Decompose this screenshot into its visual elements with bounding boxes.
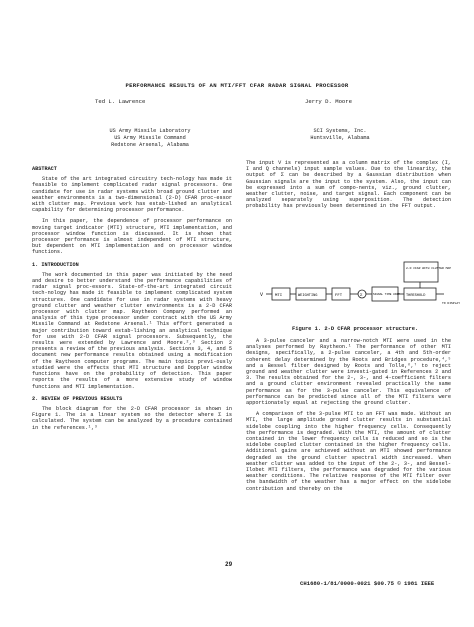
clutter-map-label: 2-D CFAR WITH CLUTTER MAP — [406, 267, 452, 270]
body-paragraph: A 3-pulse canceler and a narrow-notch MTI were used in the analyses performed by Raytheon.¹ The performance of other MTI designs, specifically, a 2-pulse canceler, a 4th and 5th-order coherent delay determined by the Roots and Bridges procedure,⁴,⁵ and a Bessel filter designed by Roots and Tolle,⁶,⁷ to reject ground and weather clutter were investi-gated in References 2 and 3. The results obtained for the 2-, 3-, and 4-coefficient filters and a ground clutter environment revealed practically the same performance as for the 3-pulse canceler. This equivalence of performance can be predicted since all of the MTI filters were apportionately equal at rejecting the ground clutter. — [246, 338, 451, 407]
figure-caption: Figure 1. 2-D CFAR processor structure. — [292, 326, 419, 332]
author-name: Ted L. Lawrence — [95, 98, 146, 105]
affiliation-line: Huntsville, Alabama — [310, 135, 370, 141]
paper-title: PERFORMANCE RESULTS OF AN MTI/FFT CFAR RADAR SIGNAL PROCESSOR — [125, 82, 349, 89]
diagram-block-label: WEIGHTING — [298, 294, 318, 298]
diagram-input-label: V — [260, 292, 264, 298]
author-affiliation — [70, 128, 230, 149]
diagram-output-label: TO DISPLAY — [442, 302, 461, 305]
right-column-lower — [246, 338, 451, 497]
affiliation-line: SCI Systems, Inc. — [313, 128, 367, 134]
body-paragraph: The input V is represented as a column matrix of the complex (I, I and Q channels) input sample values. Due to the linearity, the output of Σ can be described by a Gaussian distribution when Gaussian signals are the input to the system. Also, the input can be expressed into a sum of compo-nents, viz., ground clutter, weather clutter, noise, and target signal. Each component can be analyzed separately using superposition. The detection probability has previously been determined in the FFT output. — [246, 160, 451, 210]
diagram-block-label: FFT — [335, 294, 343, 298]
diagram-sum-label: Σ — [360, 294, 363, 298]
left-column — [32, 160, 232, 436]
affiliation-line: US Army Missile Command — [114, 135, 186, 141]
clutter-map-block — [404, 262, 438, 282]
section-heading: 1. INTRODUCTION — [32, 261, 79, 268]
block-diagram — [258, 258, 461, 318]
copyright-code: CH1680-1/81/0000-0021 $00.75 © 1981 IEEE — [300, 580, 435, 587]
diagram-block-label: MTI — [275, 294, 283, 298]
right-column — [246, 160, 451, 215]
section-heading: 2. REVIEW OF PREVIOUS RESULTS — [32, 395, 123, 402]
body-paragraph: The block diagram for the 2-D CFAR processor is shown in Figure 1. The is a linear system so the detector where Σ is calculated. The system can be analyzed by a procedure contained in the references.¹,³ — [32, 405, 232, 431]
affiliation-line: Redstone Arsenal, Alabama — [111, 142, 189, 148]
section-heading: ABSTRACT — [32, 166, 57, 172]
author-affiliation — [270, 128, 410, 142]
diagram-block-label: SIGNAL TIME UNIT — [373, 293, 400, 296]
affiliation-line: US Army Missile Laboratory — [109, 128, 191, 134]
body-paragraph: The work documented in this paper was initiated by the need and desire to better understand the performance capabilities of radar signal proc-essors. State-of-the-art integrated circuit tech-nology has made it feasible to implement complicated system structures. One candidate for use in radar systems with heavy ground clutter and weather clutter environments is a 2-D CFAR processor with clutter map. Raytheon Company performed an analysis of this type processor under contract with the US Army Missile Command at Redstone Arsenal.¹ This effort generated a major contribution toward estab-lishing an analytical technique for use with 2-D CFAR signal processors. Subsequently, the results were extended by Lawrence and Moore.²,³ Section 2 presents a review of the previous analysis. Sections 3, 4, and 5 document new performance results obtained using a modification of the Raytheon computer programs. The main topics previ-ously studied were the effects that MTI structure and Doppler window functions have on the probability of detection. This paper reports the results of a more extensive study of window functions and MTI implementation. — [32, 271, 232, 390]
page-number: 29 — [225, 561, 233, 568]
author-name: Jerry D. Moore — [305, 98, 352, 105]
abstract-paragraph: In this paper, the dependence of processor performance on moving target indicator (MTI) structure, MTI implementation, and processor window function is discussed. It is shown that processor performance is almost independent of MTI structure, but dependent on MTI implementation and on processor window functions. — [32, 218, 232, 256]
abstract-paragraph: State of the art integrated circuitry tech-nology has made it feasible to implement complicated radar signal processors. One candidate for use in radar systems with broad ground clutter and weather environments is a two-dimensional (2-D) CFAR proc-essor with clutter map. Previous work has estab-lished an analytical capability for determining processor performance. — [32, 176, 232, 214]
diagram-block-label: THRESHOLD — [406, 294, 426, 298]
body-paragraph: A comparison of the 3-pulse MTI to an FFT was made. Without an MTI, the large amplitude ground clutter results in substantial sidelobe coupling into the higher frequency cells. Consequently the performance is degraded. With the MTI, the amount of clutter contained in the lower frequency cells is reduced and so is the sidelobe coupled clutter contained in the higher frequency cells. Additional gains are achieved without an MTI showed performance degraded as the ground clutter spectral width increased. When weather clutter was added to the input of the 2-, 3-, and Bessel-Ilobet MTI filters, the performance was degraded for the various weather conditions. The relative response of the MTI filter over the bandwidth of the weather has a major effect on the sidelobe contribution and thereby on the — [246, 411, 451, 492]
